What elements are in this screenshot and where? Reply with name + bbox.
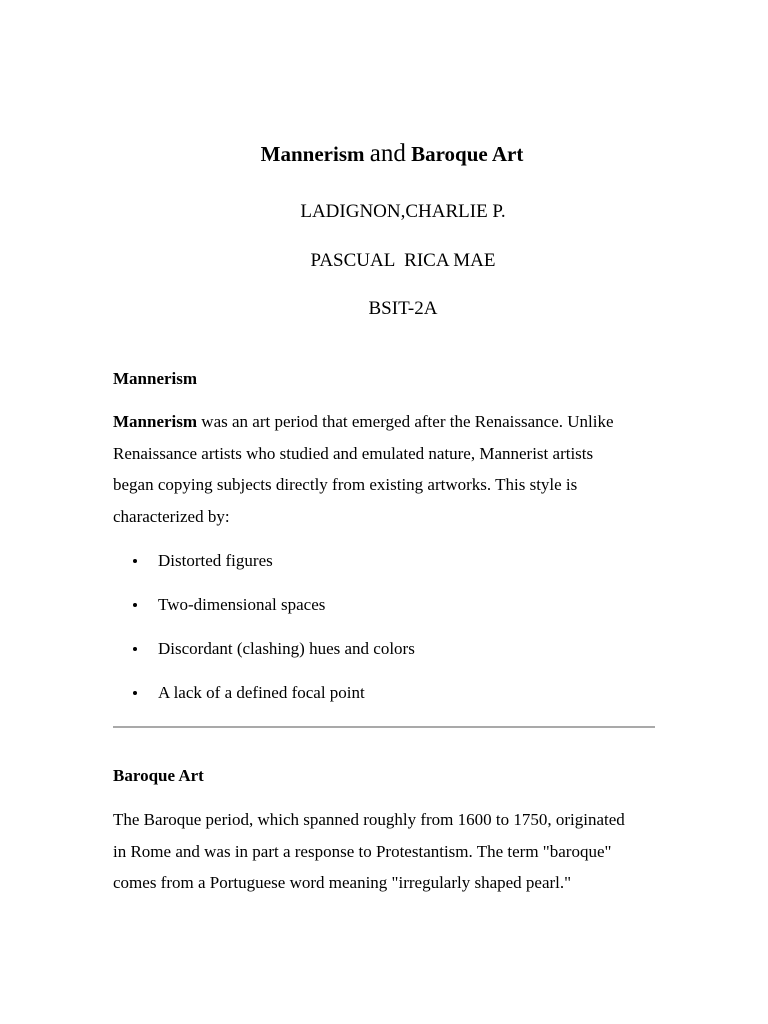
title-connector: and xyxy=(369,140,406,167)
list-item-text: Distorted figures xyxy=(158,551,273,570)
baroque-paragraph-line: comes from a Portuguese word meaning "irregularly shaped pearl." xyxy=(113,873,572,892)
list-item xyxy=(113,636,658,680)
section-code: BSIT-2A xyxy=(368,298,438,319)
mannerism-heading: Mannerism xyxy=(113,369,198,388)
characteristics-list xyxy=(113,548,658,724)
list-item xyxy=(113,592,658,636)
mannerism-line-1-text: was an art period that emerged after the Renaissance. Unlike xyxy=(197,412,614,431)
mannerism-paragraph-line: Renaissance artists who studied and emulated nature, Mannerist artists xyxy=(113,443,594,463)
mannerism-paragraph-line xyxy=(113,406,658,438)
title-mannerism: Mannerism xyxy=(260,142,365,166)
list-item xyxy=(113,680,658,724)
list-item-text: Discordant (clashing) hues and colors xyxy=(158,639,415,658)
baroque-heading: Baroque Art xyxy=(113,766,204,785)
author-name-2: PASCUAL RICA MAE xyxy=(310,250,496,271)
title-baroque-art: Baroque Art xyxy=(411,142,524,166)
list-item-text: Two-dimensional spaces xyxy=(158,595,326,614)
baroque-paragraph-line: in Rome and was in part a response to Protestantism. The term "baroque" xyxy=(113,841,612,861)
list-item xyxy=(113,548,658,592)
baroque-paragraph-line: The Baroque period, which spanned roughly from 1600 to 1750, originated xyxy=(113,810,625,829)
baroque-paragraph xyxy=(113,804,658,899)
bullet-icon xyxy=(133,691,137,695)
mannerism-paragraph xyxy=(113,406,658,532)
mannerism-paragraph-line: characterized by: xyxy=(113,506,230,526)
mannerism-paragraph-line: began copying subjects directly from existing artworks. This style is xyxy=(113,475,578,494)
document-title xyxy=(0,138,768,170)
bullet-icon xyxy=(133,647,137,651)
bullet-icon xyxy=(133,559,137,563)
list-item-text: A lack of a defined focal point xyxy=(158,683,365,702)
section-divider xyxy=(113,726,655,728)
mannerism-term: Mannerism xyxy=(113,412,198,431)
bullet-icon xyxy=(133,603,137,607)
author-name-1: LADIGNON,CHARLIE P. xyxy=(300,201,506,222)
